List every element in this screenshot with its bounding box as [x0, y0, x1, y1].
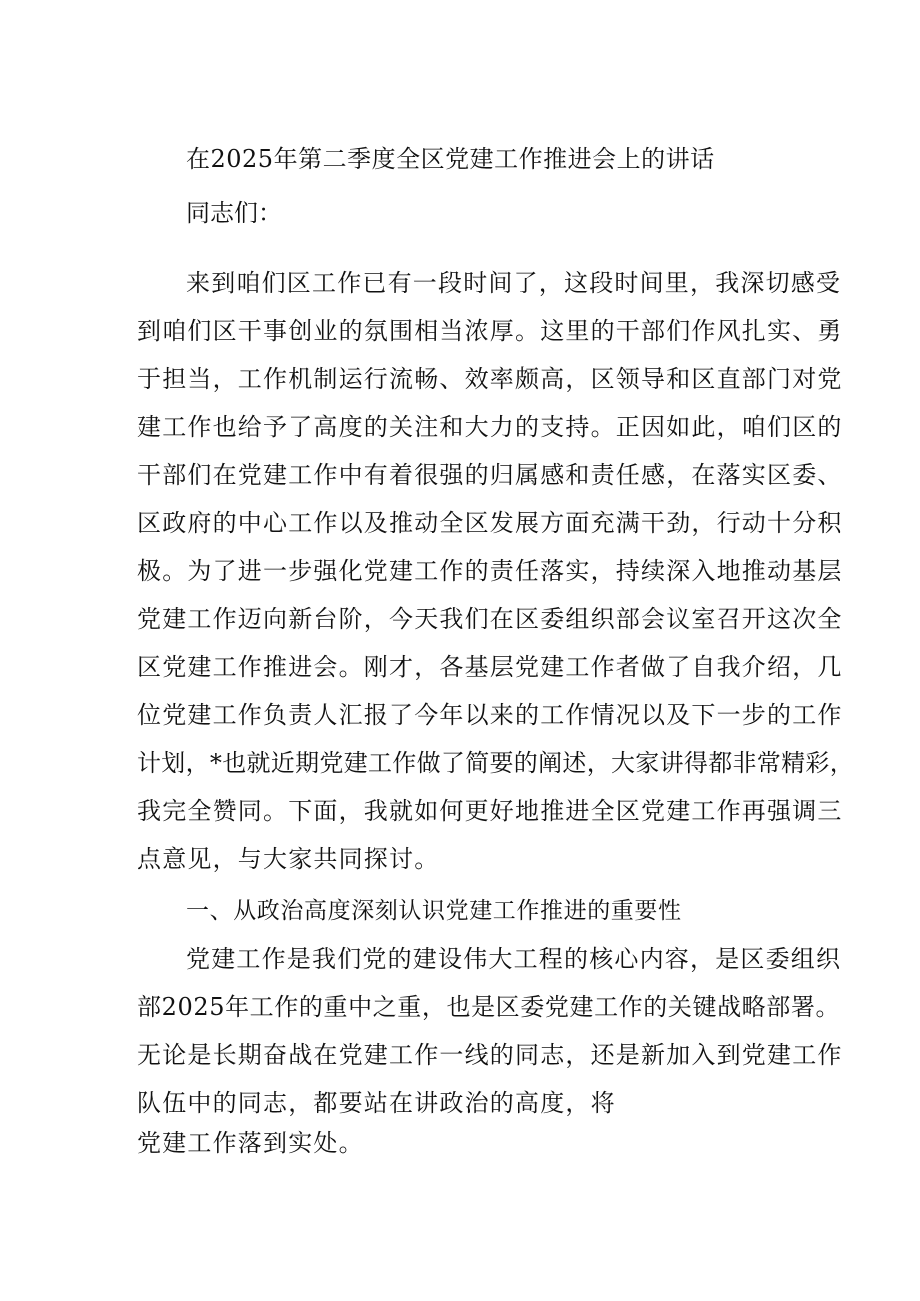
paragraph-line: 队伍中的同志，都要站在讲政治的高度，将	[137, 1089, 616, 1117]
paragraph-line: 点意见，与大家共同探讨。	[137, 845, 440, 873]
paragraph-line: 无论是长期奋战在党建工作一线的同志，还是新加入到党建工作	[137, 1041, 843, 1069]
paragraph-line: 区政府的中心工作以及推动全区发展方面充满干劲，行动十分积	[137, 509, 843, 537]
paragraph-line: 极。为了进一步强化党建工作的责任落实，持续深入地推动基层	[137, 557, 843, 585]
document-title: 在2025年第二季度全区党建工作推进会上的讲话	[186, 145, 715, 173]
paragraph-line: 党建工作落到实处。	[137, 1129, 364, 1157]
paragraph-line: 区党建工作推进会。刚才，各基层党建工作者做了自我介绍，几	[137, 653, 843, 681]
paragraph-line: 到咱们区干事创业的氛围相当浓厚。这里的干部们作风扎实、勇	[137, 317, 843, 345]
section-1-heading: 一、从政治高度深刻认识党建工作推进的重要性	[186, 898, 682, 924]
paragraph-line: 我完全赞同。下面，我就如何更好地推进全区党建工作再强调三	[137, 797, 843, 825]
paragraph-line: 党建工作是我们党的建设伟大工程的核心内容，是区委组织	[186, 945, 842, 973]
paragraph-line: 党建工作迈向新台阶，今天我们在区委组织部会议室召开这次全	[137, 605, 843, 633]
paragraph-line: 建工作也给予了高度的关注和大力的支持。正因如此，咱们区的	[137, 413, 843, 441]
paragraph-line: 干部们在党建工作中有着很强的归属感和责任感，在落实区委、	[137, 461, 843, 489]
paragraph-line: 位党建工作负责人汇报了今年以来的工作情况以及下一步的工作	[137, 701, 843, 729]
paragraph-line: 于担当，工作机制运行流畅、效率颇高，区领导和区直部门对党	[137, 365, 843, 393]
paragraph-line: 来到咱们区工作已有一段时间了，这段时间里，我深切感受	[186, 269, 842, 297]
paragraph-line: 部2025年工作的重中之重，也是区委党建工作的关键战略部署。	[137, 993, 841, 1021]
paragraph-line: 计划，*也就近期党建工作做了简要的阐述，大家讲得都非常精彩，	[137, 749, 854, 777]
greeting: 同志们：	[186, 199, 282, 227]
